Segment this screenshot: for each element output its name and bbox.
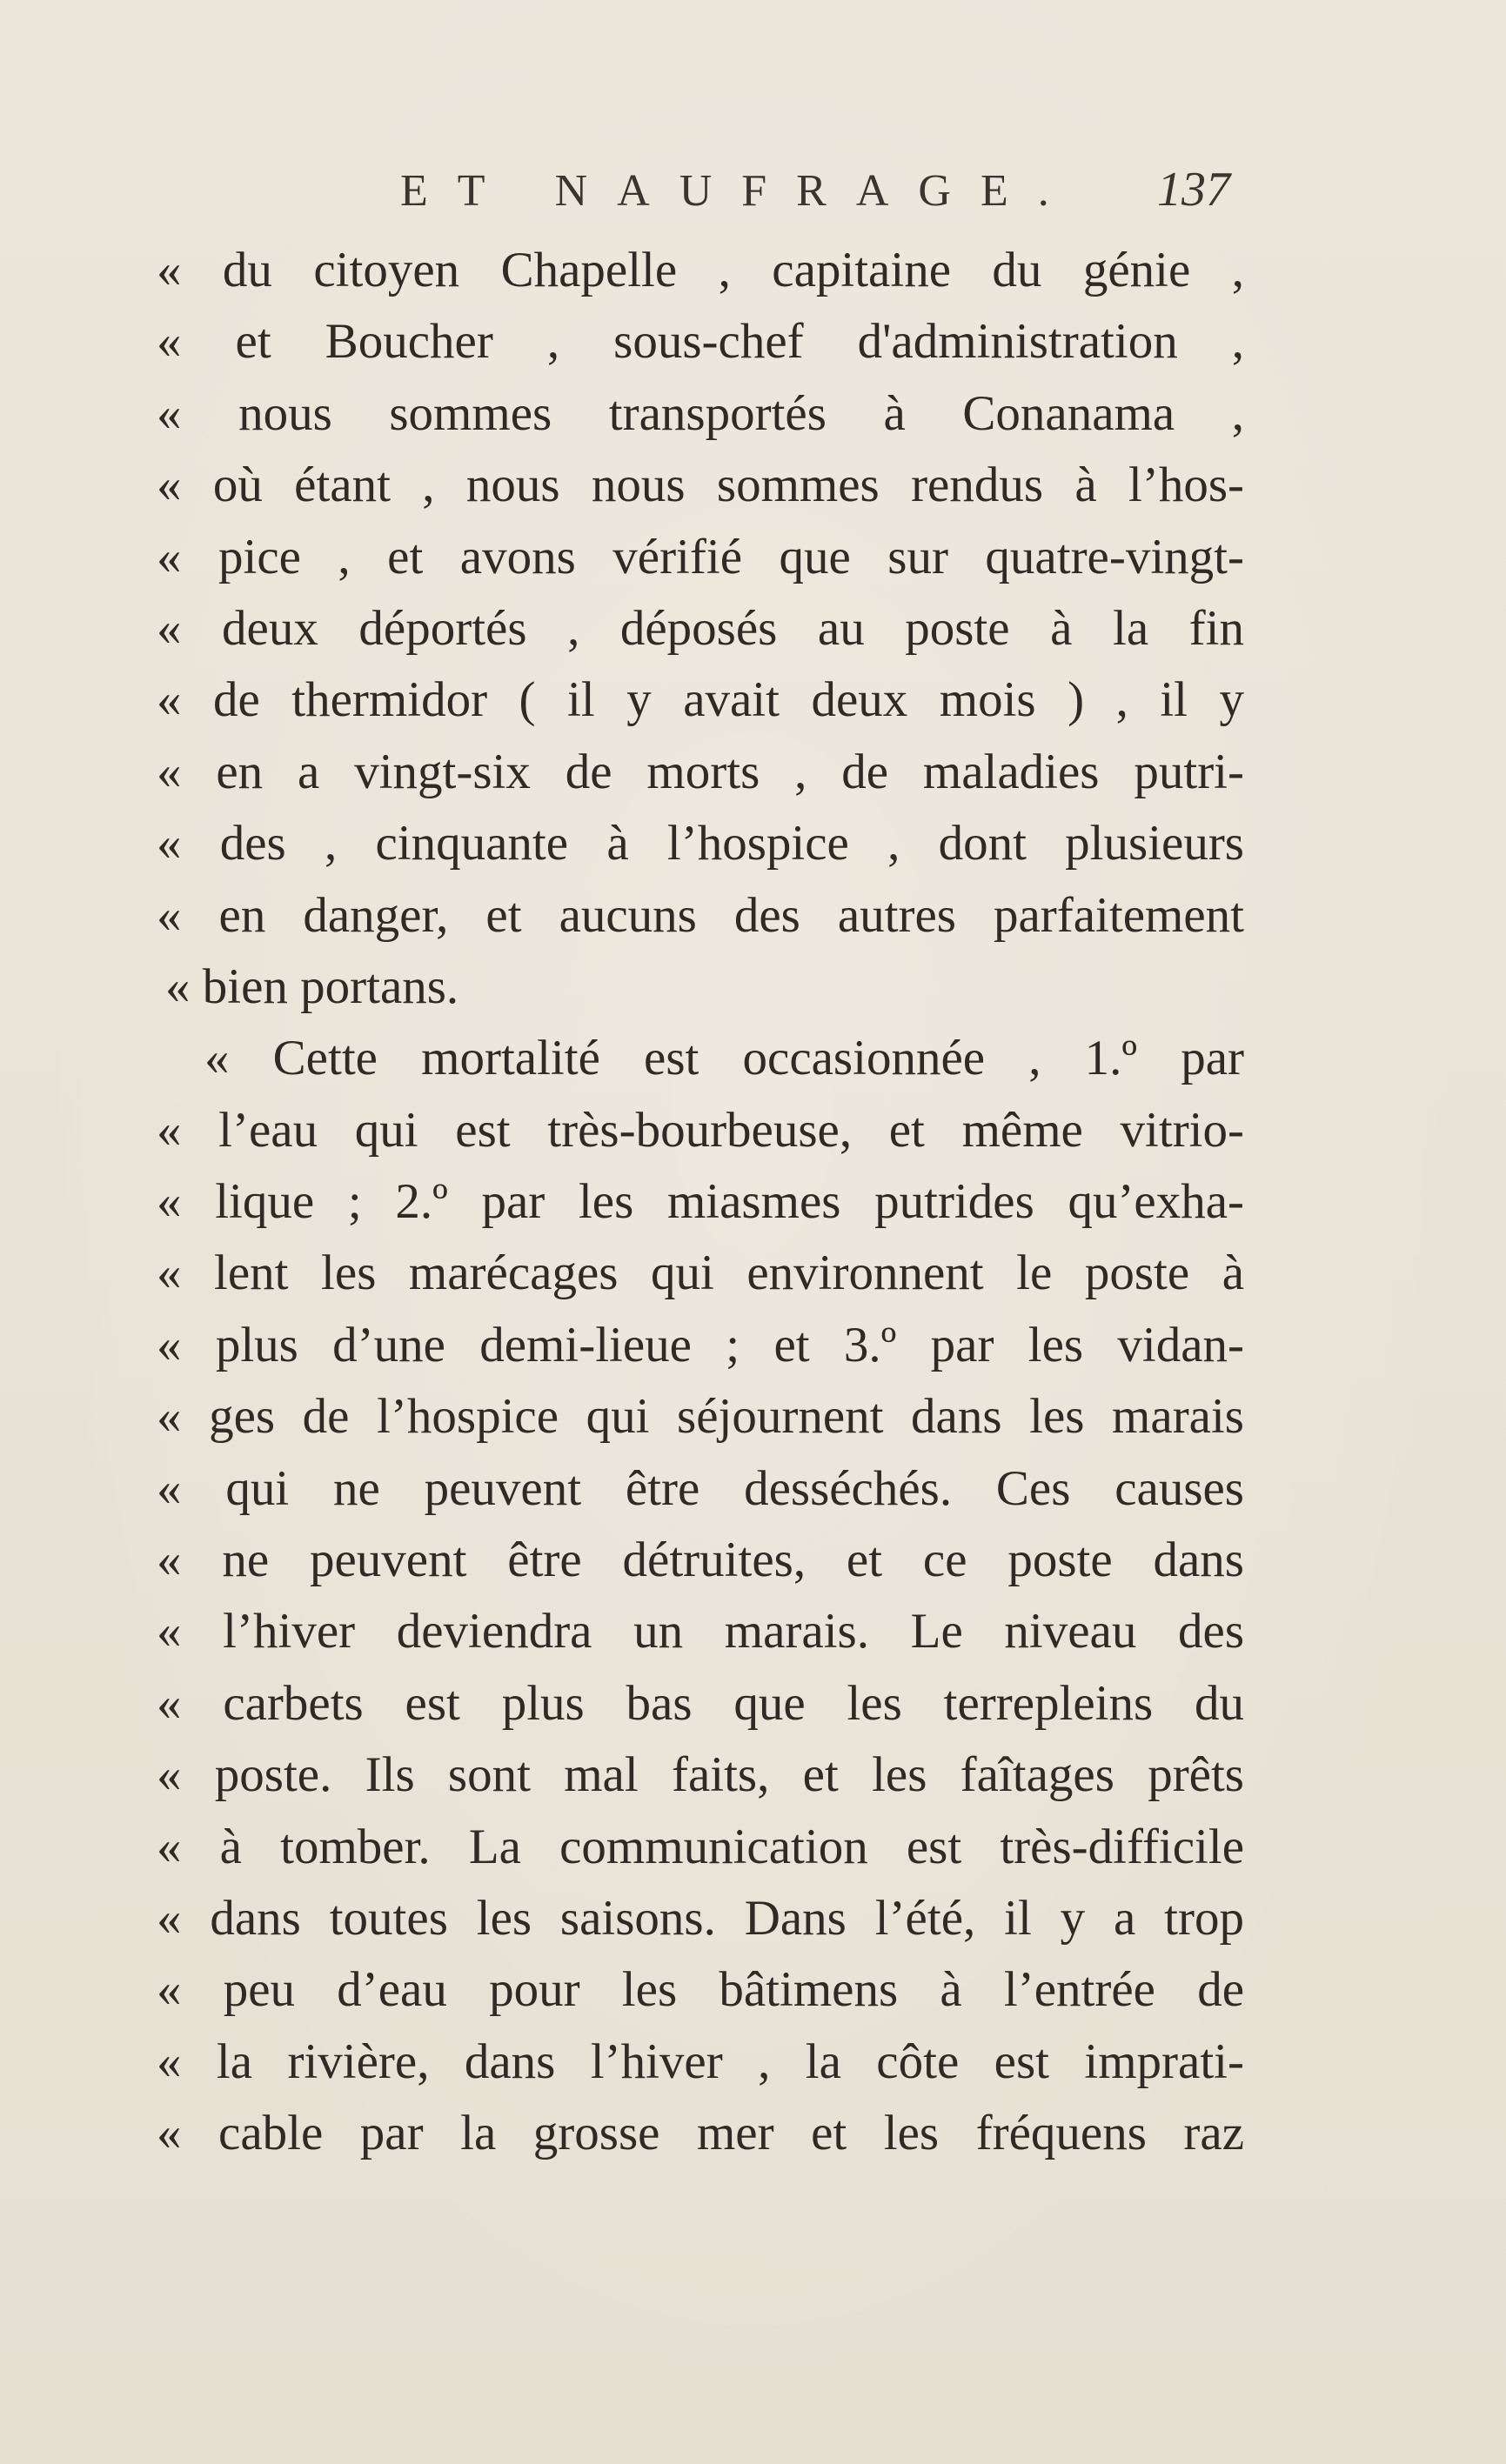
text-line: « cable par la grosse mer et les fréquens raz [157, 2106, 1244, 2161]
text-line: « où étant , nous nous sommes rendus à l’hos- [157, 457, 1244, 513]
text-line: « deux déportés , déposés au poste à la fin [157, 600, 1244, 656]
text-line: « en danger, et aucuns des autres parfaitement [157, 887, 1244, 943]
text-line: « pice , et avons vérifié que sur quatre-vingt- [157, 529, 1244, 584]
paragraph-start-line: « Cette mortalité est occasionnée , 1.º par [204, 1031, 1244, 1086]
text-line: « en a vingt-six de morts , de maladies putri- [157, 744, 1244, 799]
text-line: « ges de l’hospice qui séjournent dans les marais [157, 1389, 1244, 1445]
page-number: 137 [1157, 163, 1230, 217]
text-line: « dans toutes les saisons. Dans l’été, il y a trop [157, 1890, 1244, 1946]
text-line: « peu d’eau pour les bâtimens à l’entrée de [157, 1962, 1244, 2018]
text-line: « à tomber. La communication est très-difficile [157, 1819, 1244, 1874]
text-line: « ne peuvent être détruites, et ce poste dans [157, 1532, 1244, 1588]
text-line: « l’eau qui est très-bourbeuse, et même vitrio- [157, 1102, 1244, 1158]
text-line: « de thermidor ( il y avait deux mois ) , il y [157, 672, 1244, 728]
text-line: « des , cinquante à l’hospice , dont plusieurs [157, 816, 1244, 871]
text-line: « l’hiver deviendra un marais. Le niveau des [157, 1604, 1244, 1659]
text-line: « plus d’une demi-lieue ; et 3.º par les vidan- [157, 1317, 1244, 1372]
running-head: ET NAUFRAGE. [400, 166, 1079, 216]
text-line: « poste. Ils sont mal faits, et les faîtages prêts [157, 1747, 1244, 1803]
body-text [157, 235, 1244, 2170]
text-line: « lique ; 2.º par les miasmes putrides qu’exha- [157, 1174, 1244, 1230]
text-line: « bien portans. [165, 958, 459, 1014]
text-line: « et Boucher , sous-chef d'administration , [157, 314, 1244, 370]
text-line: « du citoyen Chapelle , capitaine du génie , [157, 243, 1244, 297]
text-line: « carbets est plus bas que les terrepleins du [157, 1675, 1244, 1731]
text-line: « la rivière, dans l’hiver , la côte est imprati- [157, 2033, 1244, 2089]
text-line: « nous sommes transportés à Conanama , [157, 385, 1244, 441]
text-line: « lent les marécages qui environnent le poste à [157, 1245, 1244, 1301]
text-line: « qui ne peuvent être desséchés. Ces causes [157, 1460, 1244, 1516]
